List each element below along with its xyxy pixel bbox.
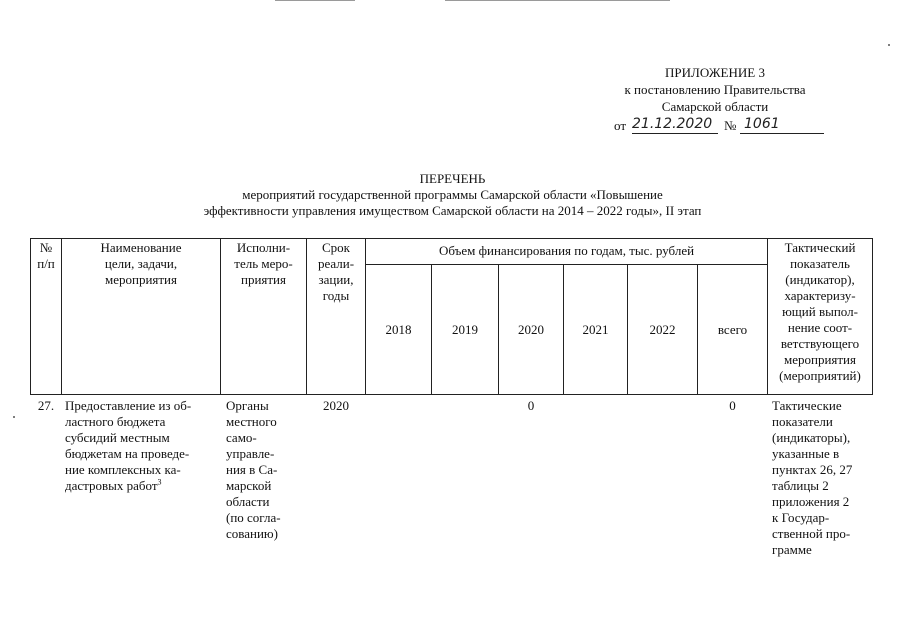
appendix-title: ПРИЛОЖЕНИЕ 3	[665, 65, 765, 80]
row-name: Предоставление из об- ластного бюджета субсидий местным бюджетам на проведе- ние комплексных ка- дастровых работ$^3$	[65, 398, 192, 493]
decree-number: 1061	[740, 116, 824, 134]
header-year-2019: 2019	[452, 322, 478, 337]
col-divider	[365, 238, 366, 395]
header-year-2022: 2022	[649, 322, 676, 337]
table-border-top	[30, 238, 873, 239]
table-border-right	[872, 238, 873, 395]
row-term: 2020	[323, 398, 349, 413]
appendix-header	[600, 64, 830, 136]
header-funding: Объем финансирования по годам, тыс. рублей	[438, 243, 695, 258]
decree-date: 21.12.2020	[632, 116, 718, 134]
header-term: Срок реали- зации, годы	[317, 240, 355, 303]
header-year-2021: 2021	[582, 322, 609, 337]
document-subtitle-line-2: эффективности управления имуществом Самарской области на 2014 – 2022 годы», II этап	[203, 203, 702, 218]
from-label: от	[614, 118, 627, 133]
document-subtitle-line-1: мероприятий государственной программы Самарской области «Повышение	[242, 187, 663, 202]
scan-artifact-line	[275, 0, 355, 1]
header-year-2018: 2018	[385, 322, 412, 337]
measures-table	[30, 238, 873, 394]
row-total: 0	[729, 398, 736, 413]
document-title-block	[0, 171, 905, 219]
header-year-2020: 2020	[518, 322, 544, 337]
table-header-bottom	[30, 394, 873, 395]
document-heading: ПЕРЕЧЕНЬ	[419, 171, 486, 186]
row-indicator: Тактические показатели (индикаторы), указанные в пунктах 26, 27 таблицы 2 приложения 2 к Государ- ственной про- грамме	[772, 398, 853, 557]
scan-speck	[888, 44, 890, 46]
header-executor: Исполни- тель меро- приятия	[234, 240, 293, 287]
header-indicator: Тактический показатель (индикатор), характеризу- ющий выпол- нение соот- ветствующего мероприятия (мероприятий)	[779, 240, 861, 383]
row-2020: 0	[527, 398, 535, 413]
footnote-mark: 3	[157, 477, 162, 487]
funding-header-divider	[365, 264, 767, 265]
number-label: №	[724, 118, 737, 133]
scan-speck	[13, 416, 15, 418]
scan-artifact-line	[445, 0, 670, 1]
appendix-signature-row	[600, 116, 830, 136]
header-total: всего	[717, 322, 748, 337]
appendix-line-1: к постановлению Правительства	[624, 82, 806, 97]
header-name: Наименование цели, задачи, мероприятия	[100, 240, 182, 287]
row-executor: Органы местного само- управле- ния в Са- марской области (по согла- сованию)	[226, 398, 281, 541]
row-number: 27.	[37, 398, 55, 413]
header-number: № п/п	[37, 240, 55, 271]
appendix-line-2: Самарской области	[661, 99, 769, 114]
